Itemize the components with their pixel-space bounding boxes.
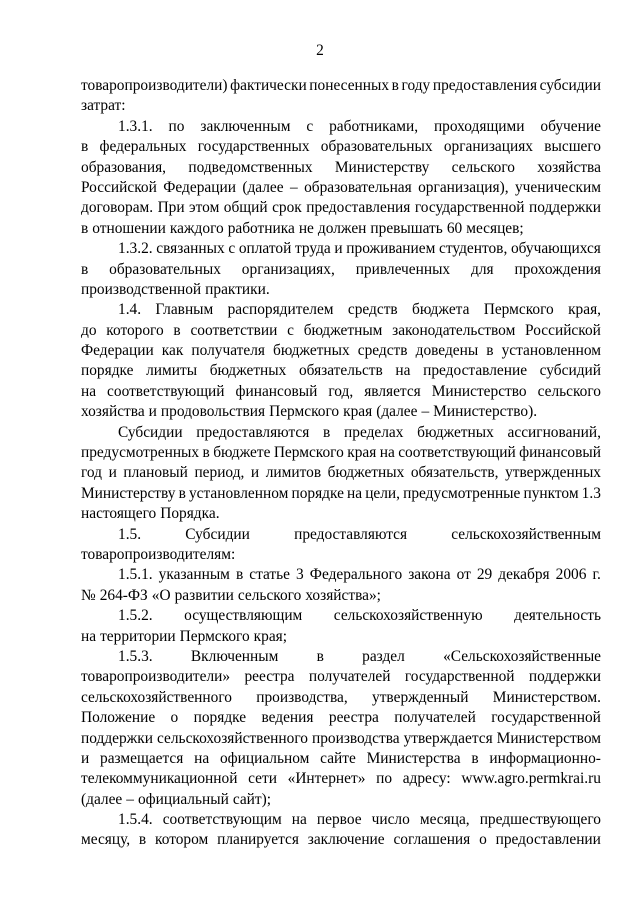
word: общий <box>223 199 268 217</box>
word: образования, <box>81 158 167 176</box>
word: (далее <box>242 178 284 196</box>
word: предоставлении <box>495 831 601 849</box>
word: Министерство <box>431 382 527 400</box>
word: период, <box>194 464 245 482</box>
word: заключенным <box>200 117 291 135</box>
word: предоставляются <box>294 525 408 543</box>
word: на <box>194 749 210 767</box>
word: статье <box>249 566 291 584</box>
word: привлеченных <box>355 260 451 278</box>
word: этом <box>189 199 220 217</box>
word: организациях <box>443 138 533 156</box>
word: первое <box>316 811 362 829</box>
text-line <box>81 423 601 443</box>
word: для <box>471 260 494 278</box>
word: Министерству <box>81 484 176 502</box>
text-line <box>81 606 601 626</box>
page-number: 2 <box>316 42 324 59</box>
word: студентов, <box>438 240 508 258</box>
word: является <box>364 382 421 400</box>
text-line <box>81 688 601 708</box>
word: раздел <box>362 647 405 665</box>
word: производственной <box>81 280 202 298</box>
word: государственной <box>404 668 515 686</box>
word: государственной <box>491 709 601 727</box>
word: образовательная <box>304 178 412 196</box>
word: (далее <box>81 790 123 808</box>
word: 1.3.2. <box>118 240 153 258</box>
word: предоставление <box>423 362 528 380</box>
word: утверждается <box>403 729 493 747</box>
word: Пермского <box>483 301 554 319</box>
word: хозяйства»; <box>305 586 381 604</box>
text-line <box>81 769 601 789</box>
word: цели, <box>365 484 401 502</box>
word: Субсидии <box>118 423 183 441</box>
text-line <box>81 300 601 320</box>
word: федеральных <box>99 138 187 156</box>
word: должен <box>317 219 367 237</box>
word: 1.5.4. <box>118 811 153 829</box>
word: Пермского <box>269 403 340 421</box>
word: фактически <box>230 77 307 94</box>
word: год, <box>328 382 354 400</box>
word: развитии <box>174 586 234 604</box>
text-line <box>81 708 601 728</box>
word: бюджетных <box>273 342 350 360</box>
word: число <box>371 811 410 829</box>
text-line <box>81 219 601 239</box>
word: пунктом <box>523 484 579 502</box>
word: и <box>81 749 90 767</box>
word: поддержки <box>81 729 154 747</box>
word: 1.3.1. <box>118 117 153 135</box>
word: поддержки <box>528 668 601 686</box>
word: Главным <box>155 301 214 319</box>
word: 1.4. <box>118 301 142 319</box>
word: о <box>170 709 179 727</box>
word: 1.5.1. <box>118 566 153 584</box>
word: год <box>81 464 103 482</box>
word: бюджете <box>213 444 271 462</box>
word: законодательством <box>392 321 516 339</box>
word: превышать <box>370 219 443 237</box>
text-line <box>81 341 601 361</box>
word: в <box>323 423 331 441</box>
word: порядке <box>193 709 247 727</box>
word: сайте <box>320 749 356 767</box>
word: предоставления <box>306 199 411 217</box>
word: поддержки <box>528 199 601 217</box>
word: лимиты <box>146 362 198 380</box>
word: финансовый <box>235 382 318 400</box>
text-line <box>81 321 601 341</box>
word: «Интернет» <box>287 770 366 788</box>
word: Министерством <box>496 729 601 747</box>
word: субсидий <box>539 362 601 380</box>
word: соглашения <box>393 831 471 849</box>
word: продовольствия <box>160 403 266 421</box>
word: Министерству <box>334 158 430 176</box>
word: пределах <box>344 423 404 441</box>
word: в <box>81 260 89 278</box>
word: и <box>250 464 260 482</box>
word: до <box>81 321 97 339</box>
word: – <box>126 790 134 808</box>
word: получателей <box>394 709 476 727</box>
word: ведения <box>261 709 314 727</box>
text-line <box>81 96 601 116</box>
word: доведены <box>415 342 479 360</box>
word: сети <box>248 770 277 788</box>
text-line <box>81 790 601 810</box>
text-line <box>81 158 601 178</box>
word: прохождения <box>514 260 601 278</box>
text-line <box>81 830 601 850</box>
word: сельского <box>237 586 302 604</box>
word: 1.5.3. <box>118 647 153 665</box>
text-line <box>81 137 601 157</box>
text-line <box>81 525 601 545</box>
word: «О <box>151 586 171 604</box>
text-line <box>81 382 601 402</box>
word: ассигнований, <box>507 423 601 441</box>
word: закона <box>408 566 451 584</box>
word: в <box>178 484 186 502</box>
word: работниками, <box>329 117 419 135</box>
word: году <box>401 77 431 94</box>
word: 1.5. <box>118 525 142 543</box>
word: и <box>334 240 343 258</box>
word: бюджетных <box>417 423 494 441</box>
word: сельского <box>537 382 601 400</box>
word: организация), <box>418 178 509 196</box>
word: 60 <box>446 219 463 237</box>
document-body <box>81 76 601 851</box>
word: реестра <box>328 709 379 727</box>
word: лимитов <box>265 464 322 482</box>
word: предусмотренных <box>81 444 200 462</box>
word: установленном <box>188 484 289 502</box>
word: с <box>306 117 314 135</box>
word: хозяйства <box>537 158 601 176</box>
word: проживанием <box>346 240 436 258</box>
word: работника <box>227 219 295 237</box>
word: заключение <box>307 831 385 849</box>
word: соответствующим <box>162 811 282 829</box>
word: на <box>81 382 97 400</box>
word: предусмотренные <box>403 484 521 502</box>
word: в <box>202 444 210 462</box>
word: производства <box>311 729 400 747</box>
word: Положение <box>81 709 156 727</box>
word: образовательных <box>109 260 221 278</box>
word: о <box>479 831 487 849</box>
word: Министерство). <box>433 403 538 421</box>
word: – <box>421 403 430 421</box>
word: получателей <box>308 668 391 686</box>
word: края, <box>568 301 601 319</box>
word: Федерального <box>309 566 403 584</box>
word: понесенных <box>309 77 390 94</box>
word: утвержденный <box>372 688 469 706</box>
word: средств <box>357 342 408 360</box>
word: в <box>81 138 89 156</box>
word: котором <box>155 831 209 849</box>
text-line <box>81 260 601 280</box>
word: от <box>456 566 471 584</box>
word: Включенным <box>190 647 279 665</box>
word: производства, <box>256 688 348 706</box>
text-line <box>81 504 601 524</box>
word: осуществляющим <box>184 607 303 625</box>
text-line <box>81 545 601 565</box>
word: Российской <box>525 321 601 339</box>
word: декабря <box>498 566 550 584</box>
word: которого <box>106 321 164 339</box>
word: размещается <box>100 749 184 767</box>
word: государственных <box>197 138 310 156</box>
word: настоящего <box>81 505 157 523</box>
word: установленном <box>501 342 601 360</box>
word: соответствующий <box>107 382 225 400</box>
text-line <box>81 239 601 259</box>
word: высшего <box>544 138 601 156</box>
word: по <box>376 770 393 788</box>
word: 1.5.2. <box>118 607 153 625</box>
word: плановый <box>123 464 188 482</box>
word: 3 <box>296 566 304 584</box>
word: товаропроизводители) <box>81 77 228 94</box>
word: Субсидии <box>185 525 250 543</box>
word: бюджетных <box>209 362 287 380</box>
word: в <box>316 647 324 665</box>
word: При <box>157 199 185 217</box>
word: не <box>298 219 314 237</box>
word: обучающихся <box>510 240 601 258</box>
text-line <box>81 647 601 667</box>
word: соответствии <box>190 321 278 339</box>
word: бюджетных <box>327 464 405 482</box>
word: утвержденных <box>505 464 601 482</box>
word: сельскохозяйственного <box>157 729 308 747</box>
word: территории <box>100 627 176 645</box>
word: проходящими <box>433 117 525 135</box>
text-line <box>81 443 601 463</box>
word: на <box>379 444 395 462</box>
text-line <box>81 402 601 422</box>
word: каждого <box>169 219 224 237</box>
text-line <box>81 729 601 749</box>
word: в <box>391 77 399 94</box>
word: порядке <box>291 484 344 502</box>
word: края <box>343 403 373 421</box>
word: обязательств, <box>410 464 499 482</box>
word: предоставляются <box>196 423 310 441</box>
word: финансовый <box>519 444 601 462</box>
word: адресу: <box>402 770 451 788</box>
word: деятельность <box>514 607 601 625</box>
text-line <box>81 627 601 647</box>
text-line <box>81 463 601 483</box>
text-line <box>81 361 601 381</box>
word: сайт); <box>232 790 272 808</box>
word: в <box>471 749 479 767</box>
word: получателя <box>191 342 265 360</box>
text-line <box>81 484 601 504</box>
text-line <box>81 178 601 198</box>
word: ученическим <box>514 178 601 196</box>
word: г. <box>592 566 601 584</box>
word: товаропроизводители» <box>81 668 231 686</box>
text-line <box>81 565 601 585</box>
word: сельскохозяйственного <box>81 688 232 706</box>
word: практики. <box>205 280 270 298</box>
word: с <box>228 240 236 258</box>
word: Министерством. <box>492 688 601 706</box>
text-line <box>81 117 601 137</box>
word: в <box>138 831 147 849</box>
word: на <box>291 811 307 829</box>
word: сельского <box>451 158 515 176</box>
word: как <box>161 342 184 360</box>
word: реестра <box>244 668 295 686</box>
word: распорядителем <box>227 301 334 319</box>
word: 264-ФЗ <box>99 586 148 604</box>
word: на <box>347 484 363 502</box>
word: срок <box>272 199 302 217</box>
word: месяцу, <box>81 831 131 849</box>
word: и <box>108 464 117 482</box>
word: (далее <box>376 403 418 421</box>
word: на <box>81 627 97 645</box>
word: предоставления <box>432 77 538 94</box>
word: в <box>235 566 244 584</box>
word: организациях, <box>241 260 335 278</box>
word: государственной <box>414 199 525 217</box>
word: субсидии <box>539 77 601 94</box>
word: Федерации <box>81 342 154 360</box>
word: и <box>148 403 157 421</box>
word: информационно- <box>489 749 601 767</box>
word: хозяйства <box>81 403 145 421</box>
word: Пермского <box>179 627 250 645</box>
text-line <box>81 76 601 96</box>
word: края; <box>253 627 288 645</box>
word: предшествующего <box>479 811 601 829</box>
word: оплатой <box>238 240 292 258</box>
word: Министерства <box>366 749 461 767</box>
text-line <box>81 810 601 830</box>
word: образовательных <box>320 138 433 156</box>
word: – <box>289 178 298 196</box>
word: Пермского <box>273 444 344 462</box>
word: средств <box>347 301 398 319</box>
word: «Сельскохозяйственные <box>443 647 601 665</box>
word: труда <box>294 240 331 258</box>
word: № <box>81 586 96 604</box>
word: договорам. <box>81 199 154 217</box>
word: указанным <box>158 566 230 584</box>
word: края <box>347 444 377 462</box>
word: обязательств <box>298 362 383 380</box>
word: товаропроизводителям: <box>81 545 236 563</box>
word: по <box>168 117 185 135</box>
word: Федерации <box>163 178 236 196</box>
word: в <box>486 342 494 360</box>
text-line <box>81 198 601 218</box>
word: отношении <box>92 219 166 237</box>
word: соответствующий <box>398 444 516 462</box>
word: затрат: <box>81 97 126 115</box>
text-line <box>81 667 601 687</box>
word: Российской <box>81 178 157 196</box>
word: 2006 <box>555 566 587 584</box>
word: www.agro.permkrai.ru <box>461 770 601 788</box>
word: месяцев; <box>466 219 524 237</box>
word: официальный <box>137 790 229 808</box>
word: бюджета <box>412 301 470 319</box>
word: порядке <box>81 362 134 380</box>
word: 1.3 <box>581 484 601 502</box>
word: связанных <box>156 240 225 258</box>
word: в <box>81 219 89 237</box>
word: месяца, <box>419 811 470 829</box>
word: в <box>173 321 181 339</box>
word: сельскохозяйственным <box>451 525 601 543</box>
word: 29 <box>476 566 493 584</box>
word: подведомственных <box>188 158 313 176</box>
text-line <box>81 749 601 769</box>
word: Порядка. <box>160 505 220 523</box>
word: бюджетным <box>303 321 383 339</box>
word: обучение <box>540 117 601 135</box>
word: телекоммуникационной <box>81 770 238 788</box>
word: официальном <box>219 749 310 767</box>
text-line <box>81 586 601 606</box>
word: сельскохозяйственную <box>333 607 483 625</box>
word: планируется <box>217 831 299 849</box>
text-line <box>81 280 601 300</box>
word: на <box>395 362 411 380</box>
word: с <box>287 321 294 339</box>
